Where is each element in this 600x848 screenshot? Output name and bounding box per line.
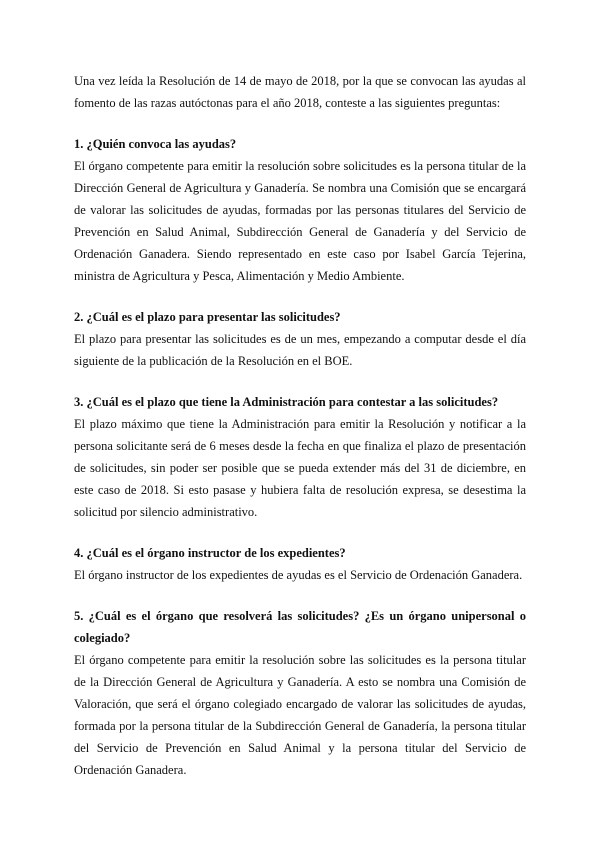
question-section-4 <box>74 542 526 586</box>
question-heading: 2. ¿Cuál es el plazo para presentar las solicitudes? <box>74 310 341 324</box>
question-heading: 5. ¿Cuál es el órgano que resolverá las solicitudes? ¿Es un órgano unipersonal o colegiado? <box>74 609 526 645</box>
answer-paragraph: El órgano competente para emitir la resolución sobre solicitudes es la persona titular de la Dirección General de Agricultura y Ganadería. Se nombra una Comisión que se encargará de valorar las solicitudes de ayudas, formadas por las personas titulares del Servicio de Prevención en Salud Animal, Subdirección General de Ganadería y del Servicio de Ordenación Ganadera. Siendo representado en este caso por Isabel García Tejerina, ministra de Agricultura y Pesca, Alimentación y Medio Ambiente. <box>74 159 526 283</box>
answer-paragraph: El plazo para presentar las solicitudes es de un mes, empezando a computar desde el día siguiente de la publicación de la Resolución en el BOE. <box>74 332 526 368</box>
answer-paragraph: El plazo máximo que tiene la Administración para emitir la Resolución y notificar a la persona solicitante será de 6 meses desde la fecha en que finaliza el plazo de presentación de solicitudes, sin poder ser posible que se pueda extender más del 31 de diciembre, en este caso de 2018. Si esto pasase y hubiera falta de resolución expresa, se desestima la solicitud por silencio administrativo. <box>74 417 526 519</box>
question-heading: 1. ¿Quién convoca las ayudas? <box>74 137 237 151</box>
intro-paragraph: Una vez leída la Resolución de 14 de mayo de 2018, por la que se convocan las ayudas al fomento de las razas autóctonas para el año 2018, conteste a las siguientes preguntas: <box>74 74 526 110</box>
answer-paragraph: El órgano instructor de los expedientes de ayudas es el Servicio de Ordenación Ganadera. <box>74 568 523 582</box>
question-section-5 <box>74 605 526 781</box>
question-section-1 <box>74 133 526 287</box>
question-heading: 3. ¿Cuál es el plazo que tiene la Administración para contestar a las solicitudes? <box>74 395 499 409</box>
question-heading: 4. ¿Cuál es el órgano instructor de los expedientes? <box>74 546 346 560</box>
answer-paragraph: El órgano competente para emitir la resolución sobre las solicitudes es la persona titular de la Dirección General de Agricultura y Ganadería. A esto se nombra una Comisión de Valoración, que será el órgano colegiado encargado de valorar las solicitudes de ayudas, formada por la persona titular de la Subdirección General de Ganadería, la persona titular del Servicio de Prevención en Salud Animal y la persona titular del Servicio de Ordenación Ganadera. <box>74 653 526 777</box>
question-section-3 <box>74 391 526 523</box>
question-section-2 <box>74 306 526 372</box>
